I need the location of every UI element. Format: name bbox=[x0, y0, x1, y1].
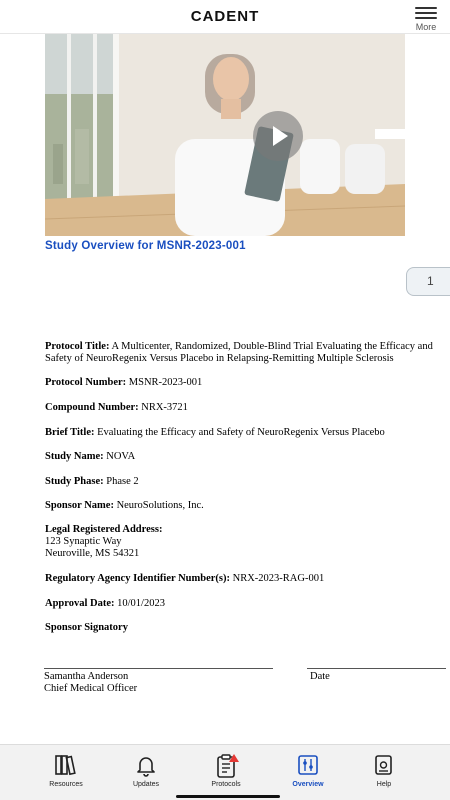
nav-updates[interactable] bbox=[106, 745, 186, 799]
nav-help-label: Help bbox=[376, 781, 392, 788]
sponsor-signatory-field bbox=[45, 622, 440, 634]
sliders-icon bbox=[296, 753, 320, 777]
regulatory-id-label: Regulatory Agency Identifier Number(s): bbox=[45, 573, 230, 584]
protocol-title-value-line2: Safety of NeuroRegenix Versus Placebo in Relapsing-Remitting Multiple Sclerosis bbox=[45, 353, 394, 364]
study-phase-value: Phase 2 bbox=[103, 476, 139, 487]
books-icon bbox=[54, 753, 78, 777]
more-menu-button[interactable] bbox=[408, 4, 444, 32]
approval-date-field bbox=[45, 598, 440, 610]
signatory-role: Chief Medical Officer bbox=[44, 683, 138, 694]
play-button[interactable] bbox=[253, 111, 303, 161]
sponsor-name-field bbox=[45, 500, 440, 512]
more-label: More bbox=[415, 22, 437, 32]
brief-title-field bbox=[45, 427, 440, 439]
compound-number-label: Compound Number: bbox=[45, 402, 139, 413]
study-name-label: Study Name: bbox=[45, 451, 104, 462]
app-header bbox=[0, 0, 450, 34]
regulatory-id-value: NRX-2023-RAG-001 bbox=[230, 573, 325, 584]
nav-protocols-label: Protocols bbox=[211, 781, 241, 788]
study-name-field bbox=[45, 451, 440, 463]
video-thumbnail-image bbox=[45, 34, 405, 236]
clipboard-icon bbox=[214, 753, 240, 779]
protocol-number-value: MSNR-2023-001 bbox=[126, 377, 203, 388]
study-phase-field bbox=[45, 476, 440, 488]
address-line1: 123 Synaptic Way bbox=[45, 536, 122, 547]
sponsor-signatory-label: Sponsor Signatory bbox=[45, 622, 128, 633]
legal-address-label: Legal Registered Address: bbox=[45, 524, 163, 535]
active-tab-indicator bbox=[176, 795, 280, 798]
sponsor-name-label: Sponsor Name: bbox=[45, 500, 114, 511]
hamburger-icon bbox=[415, 7, 437, 19]
page-number-tab[interactable]: 1 bbox=[406, 267, 450, 296]
protocol-number-field bbox=[45, 377, 440, 389]
nav-help[interactable] bbox=[344, 745, 424, 799]
approval-date-value: 10/01/2023 bbox=[114, 598, 165, 609]
protocol-title-label: Protocol Title: bbox=[45, 341, 110, 352]
date-line bbox=[307, 668, 446, 669]
study-phase-label: Study Phase: bbox=[45, 476, 104, 487]
nav-overview-label: Overview bbox=[292, 781, 324, 788]
brief-title-value: Evaluating the Efficacy and Safety of NeuroRegenix Versus Placebo bbox=[94, 427, 385, 438]
nav-overview[interactable] bbox=[268, 745, 348, 799]
study-video[interactable] bbox=[45, 34, 405, 236]
protocol-number-label: Protocol Number: bbox=[45, 377, 127, 388]
nav-protocols[interactable] bbox=[186, 745, 266, 799]
study-name-value: NOVA bbox=[103, 451, 136, 462]
help-book-icon bbox=[372, 753, 396, 777]
approval-date-label: Approval Date: bbox=[45, 598, 115, 609]
legal-address-field bbox=[45, 524, 440, 560]
nav-resources[interactable] bbox=[26, 745, 106, 799]
protocol-title-value: A Multicenter, Randomized, Double-Blind Trial Evaluating the Efficacy and bbox=[109, 341, 433, 352]
signatory-name: Samantha Anderson bbox=[44, 671, 129, 682]
bell-icon bbox=[134, 753, 158, 777]
compound-number-value: NRX-3721 bbox=[138, 402, 188, 413]
sponsor-name-value: NeuroSolutions, Inc. bbox=[113, 500, 204, 511]
bottom-nav bbox=[0, 744, 450, 800]
regulatory-id-field bbox=[45, 573, 440, 585]
nav-updates-label: Updates bbox=[132, 781, 160, 788]
protocol-title-field bbox=[45, 341, 440, 365]
compound-number-field bbox=[45, 402, 440, 414]
date-label: Date bbox=[310, 671, 330, 682]
app-title: CADENT bbox=[190, 8, 260, 25]
signature-line bbox=[44, 668, 273, 669]
nav-resources-label: Resources bbox=[49, 781, 83, 788]
study-overview-link[interactable]: Study Overview for MSNR-2023-001 bbox=[45, 240, 246, 252]
address-line2: Neuroville, MS 54321 bbox=[45, 548, 140, 559]
brief-title-label: Brief Title: bbox=[45, 427, 95, 438]
